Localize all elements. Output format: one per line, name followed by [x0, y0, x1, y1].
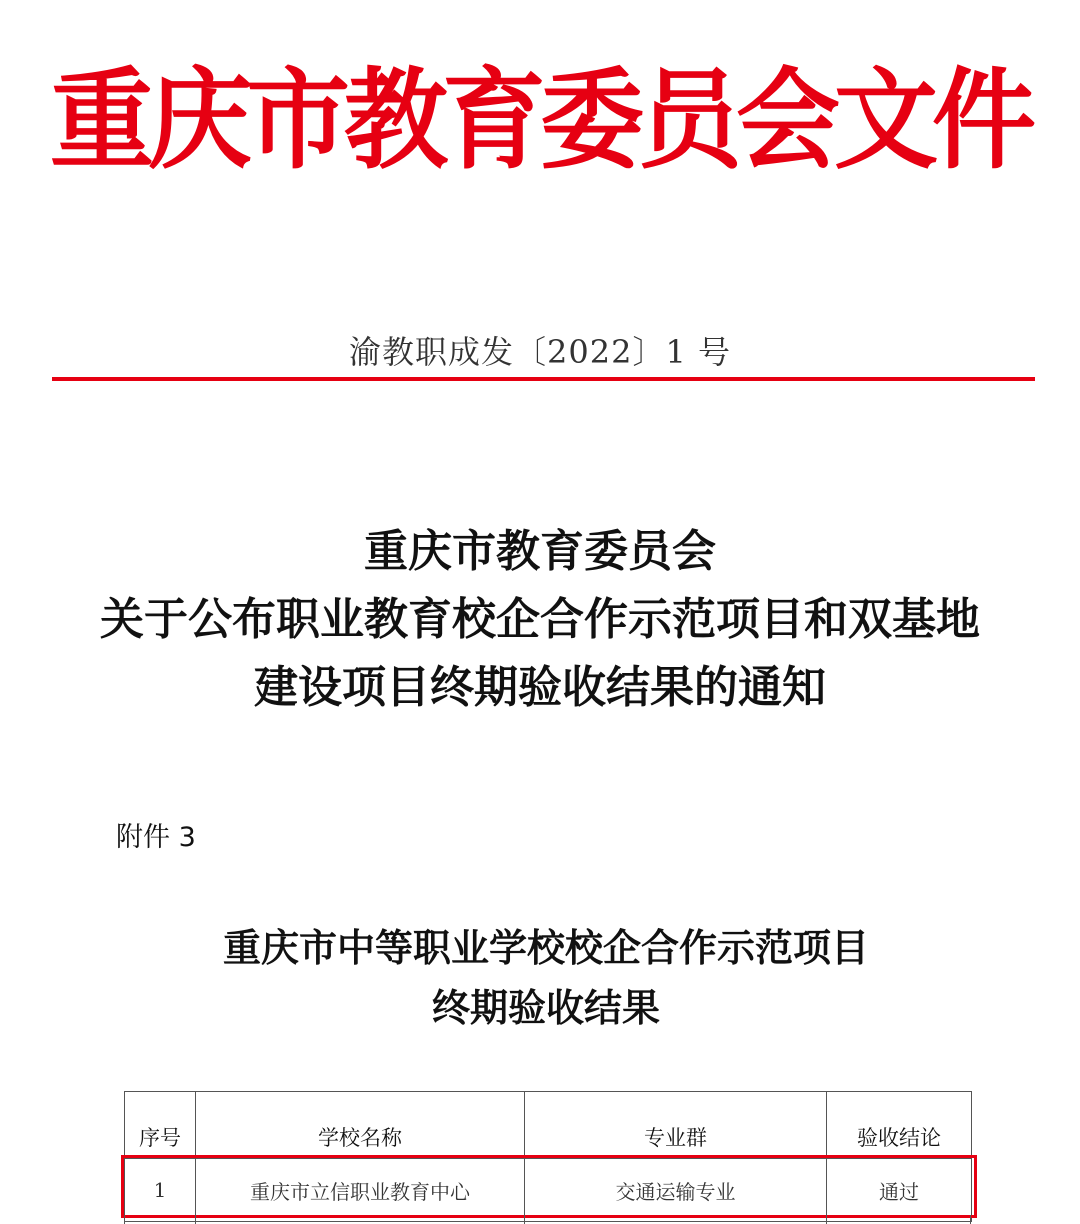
masthead-title: 重庆市教育委员会文件 [49, 55, 1030, 185]
attachment-label: 附件 3 [116, 822, 196, 853]
notice-title-line-1: 重庆市教育委员会 [364, 526, 716, 577]
cell-serial-number: 1 [125, 1159, 196, 1222]
notice-title-line-3: 建设项目终期验收结果的通知 [254, 662, 826, 713]
header-serial-number: 序号 [125, 1092, 196, 1159]
document-number: 渝教职成发〔2022〕1 号 [349, 333, 731, 371]
table-row [125, 1159, 972, 1222]
header-school-name: 学校名称 [196, 1092, 525, 1159]
table-title [0, 918, 1080, 1038]
cell-school-name: 重庆市立信职业教育中心 [196, 1159, 525, 1222]
results-table [124, 1091, 972, 1222]
notice-title [0, 518, 1080, 722]
table-header-row [125, 1092, 972, 1159]
header-major-group: 专业群 [525, 1092, 827, 1159]
cell-major-group: 交通运输专业 [525, 1159, 827, 1222]
table-title-line-1: 重庆市中等职业学校校企合作示范项目 [222, 926, 869, 970]
header-acceptance-result: 验收结论 [827, 1092, 972, 1159]
next-row-edge [124, 1215, 971, 1224]
table-title-line-2: 终期验收结果 [431, 986, 660, 1030]
red-divider-line [52, 377, 1035, 381]
cell-acceptance-result: 通过 [827, 1159, 972, 1222]
notice-title-line-2: 关于公布职业教育校企合作示范项目和双基地 [100, 594, 980, 645]
